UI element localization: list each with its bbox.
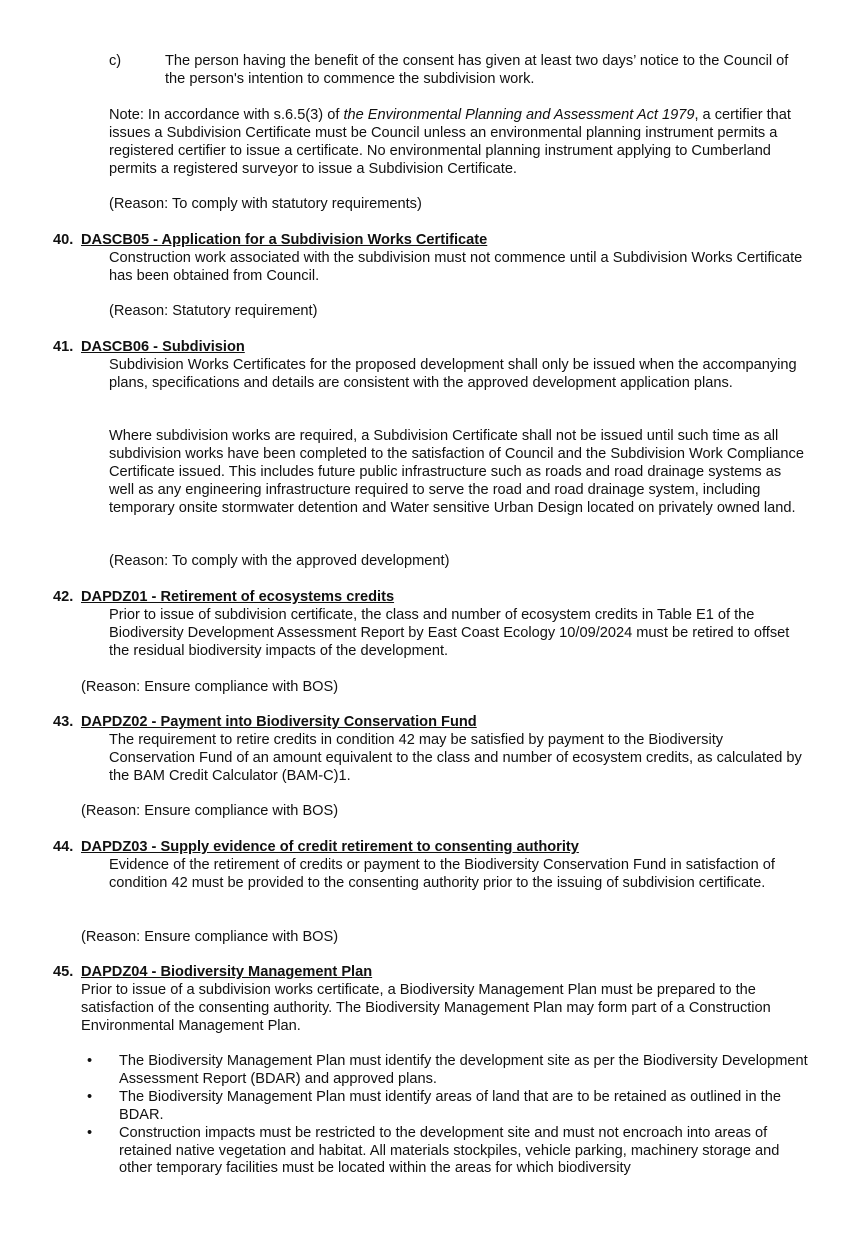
condition-paragraph: Prior to issue of a subdivision works certificate, a Biodiversity Management Plan must be prepared to the satisfaction of the consenting authority. The Biodiversity Management Plan may form part of a Construction Environmental Management Plan.: [81, 982, 771, 1034]
act-title: the Environmental Planning and Assessment Act 1979: [343, 107, 695, 123]
reason-text: (Reason: Ensure compliance with BOS): [81, 929, 339, 945]
condition-number: 45.: [53, 964, 74, 980]
note-paragraph: [109, 107, 809, 179]
reason-text: (Reason: To comply with the approved development): [109, 553, 450, 569]
condition-number: 44.: [53, 839, 74, 855]
condition-number: 42.: [53, 589, 74, 605]
condition-heading-44: [53, 839, 813, 857]
reason-text: (Reason: To comply with statutory requirements): [109, 196, 422, 212]
condition-number: 43.: [53, 714, 74, 730]
list-item-label: c): [109, 53, 122, 69]
bullet-list: [81, 1053, 811, 1178]
condition-title: DAPDZ01 - Retirement of ecosystems credits: [81, 589, 395, 605]
condition-heading-43: [53, 714, 813, 732]
condition-paragraph: The requirement to retire credits in condition 42 may be satisfied by payment to the Biodiversity Conservation Fund of an amount equivalent to the class and number of ecosystem credits, as calculated by the BAM Credit Calculator (BAM-C)1.: [109, 732, 802, 784]
condition-heading-40: [53, 232, 813, 250]
condition-heading-45: [53, 964, 813, 982]
list-item-text: The person having the benefit of the consent has given at least two days’ notice to the Council of the person's intention to commence the subdivision work.: [165, 53, 789, 87]
note-suffix: , a certifier that issues a Subdivision Certificate must be Council unless an environmental planning instrument permits a registered certifier to issue a certificate. No environmental planning instrument applying to Cumberland permits a registered surveyor to issue a Subdivision Certificate.: [109, 107, 791, 177]
bullet-icon: •: [87, 1053, 93, 1069]
condition-title: DASCB06 - Subdivision: [81, 339, 245, 355]
note-prefix: Note: In accordance with s.6.5(3) of: [109, 107, 344, 123]
condition-paragraph: Prior to issue of subdivision certificate, the class and number of ecosystem credits in Table E1 of the Biodiversity Development Assessment Report by East Coast Ecology 10/09/2024 must be retired to offset the residual biodiversity impacts of the development.: [109, 607, 790, 659]
condition-title: DAPDZ02 - Payment into Biodiversity Conservation Fund: [81, 714, 477, 730]
bullet-icon: •: [87, 1124, 93, 1141]
bullet-text: The Biodiversity Management Plan must identify areas of land that are to be retained as outlined in the BDAR.: [119, 1088, 781, 1123]
list-item: [81, 1089, 811, 1125]
condition-paragraph: Subdivision Works Certificates for the proposed development shall only be issued when the accompanying plans, specifications and details are consistent with the approved development application plans.: [109, 357, 797, 391]
bullet-text: Construction impacts must be restricted to the development site and must not encroach into areas of retained native vegetation and habitat. All materials stockpiles, vehicle parking, machinery storage and other temporary facilities must be located within the areas for which biodiversity: [119, 1124, 780, 1177]
condition-paragraph: Where subdivision works are required, a Subdivision Certificate shall not be issued until such time as all subdivision works have been completed to the satisfaction of Council and the Subdivision Work Compliance Certificate issued. This includes future public infrastructure such as roads and road drainage systems as well as any engineering infrastructure required to serve the road and road drainage system, including temporary onsite stormwater detention and Water sensitive Urban Design located on privately owned land.: [109, 428, 804, 516]
reason-text: (Reason: Statutory requirement): [109, 303, 318, 319]
condition-title: DAPDZ04 - Biodiversity Management Plan: [81, 964, 373, 980]
reason-text: (Reason: Ensure compliance with BOS): [81, 679, 339, 695]
condition-title: DAPDZ03 - Supply evidence of credit retirement to consenting authority: [81, 839, 579, 855]
condition-heading-42: [53, 589, 813, 607]
condition-heading-41: [53, 339, 813, 357]
bullet-text: The Biodiversity Management Plan must identify the development site as per the Biodiversity Development Assessment Report (BDAR) and approved plans.: [119, 1053, 808, 1087]
condition-paragraph: Construction work associated with the subdivision must not commence until a Subdivision Works Certificate has been obtained from Council.: [109, 250, 803, 284]
list-item: [81, 1053, 811, 1089]
condition-number: 41.: [53, 339, 74, 355]
condition-title: DASCB05 - Application for a Subdivision Works Certificate: [81, 232, 488, 248]
condition-paragraph: Evidence of the retirement of credits or payment to the Biodiversity Conservation Fund in satisfaction of condition 42 must be provided to the consenting authority prior to the issuing of subdivision certificate.: [109, 857, 775, 891]
condition-number: 40.: [53, 232, 74, 248]
bullet-icon: •: [87, 1088, 93, 1105]
list-item: [81, 1125, 811, 1179]
reason-text: (Reason: Ensure compliance with BOS): [81, 803, 339, 819]
